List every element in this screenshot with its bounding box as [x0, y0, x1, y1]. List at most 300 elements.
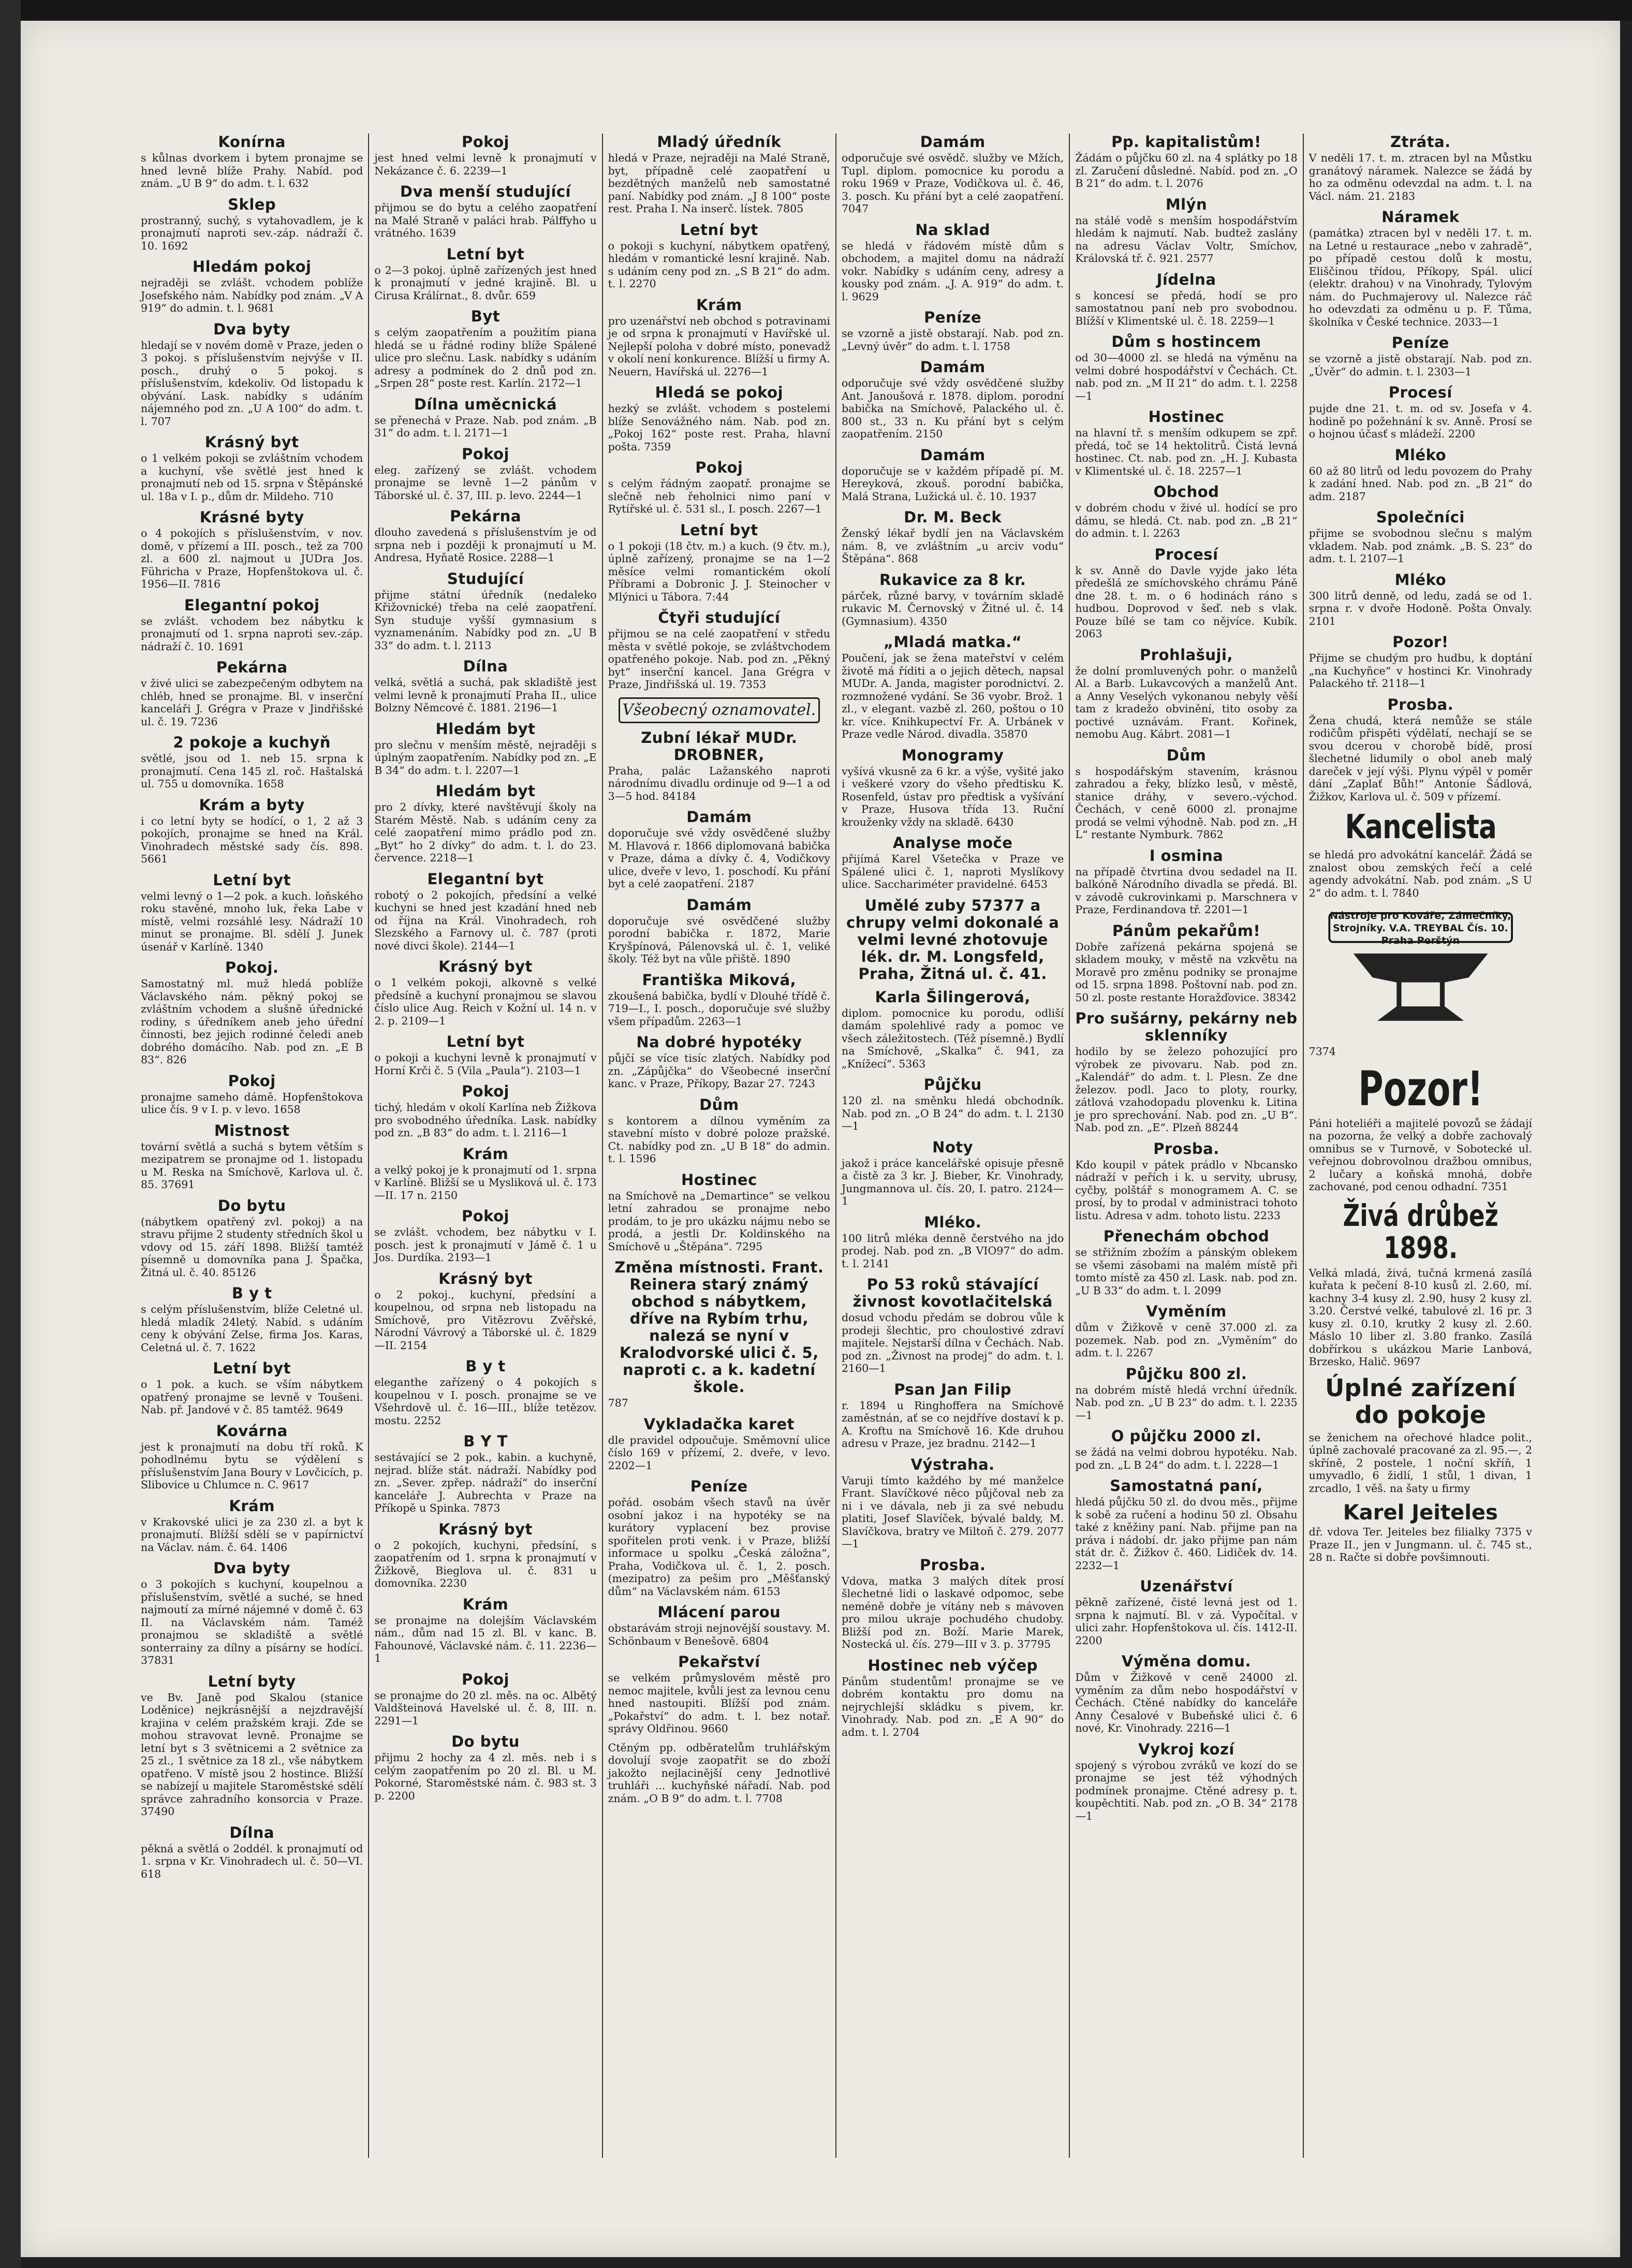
ad-text: vyšívá vkusně za 6 kr. a výše, vyšité jako i veškeré vzory do všeho předtisku K. Rosenfeld, ústav pro předtisk a vyšívání v Praze, Husova třída 13. Ruční krouženky vždy na skladě. 6430 [842, 765, 1064, 828]
ad-heading: Krásný byt [438, 1269, 533, 1287]
ad-heading: Prosba. [1387, 695, 1454, 713]
classified-ad [608, 809, 830, 890]
classified-ad [1075, 747, 1297, 841]
ad-heading: Damám [920, 134, 986, 151]
ad-heading: Hledám byt [435, 720, 536, 738]
ad-heading: O půjčku 2000 zl. [1111, 1427, 1262, 1445]
classified-ad [1075, 1366, 1297, 1422]
ad-heading: Karla Šilingerová, [875, 988, 1031, 1006]
ad-heading: Přenechám obchod [1103, 1227, 1270, 1245]
ad-heading: Náramek [1381, 208, 1460, 226]
ad-text: hledá v Praze, nejraději na Malé Straně, byt, případně celé zaopatření u bezdětných manželů neb samostatné paní. Nabídky pod znám. „J 8 100“ poste rest. Praha I. Na inserč. lístek. 7805 [608, 152, 830, 215]
ad-text: v dobrém chodu v živé ul. hodící se pro dámu, se hledá. Ct. nab. pod zn. „B 21“ do admin. t. l. 2263 [1075, 502, 1298, 539]
ad-heading: Letní byt [680, 221, 758, 239]
ad-text: přijmou se do bytu a celého zaopatření na Malé Straně v paláci hrab. Pálffyho u vrátného. 1639 [374, 201, 597, 239]
ad-heading: „Mladá matka.“ [883, 633, 1022, 651]
ad-text: Poučení, jak se žena mateřství v celém životě má říditi a o jejich dětech, napsal MUDr. A. Janda, magister porodnictví. 2. rozmnožené vydání. Se 36 vyobr. Brož. 1 zl., v elegant. vazbě zl. 260, poštou o 10 kr. více. Knihkupectví Fr. A. Urbánek v Praze vedle Národ. divadla. 35870 [842, 652, 1064, 740]
ad-text: nejraději se zvlášt. vchodem poblíže Josefského nám. Nabídky pod znám. „V A 919“ do admin. t. l. 9681 [141, 276, 363, 314]
ad-heading: Vyměním [1146, 1303, 1227, 1320]
ad-heading: Uzenářství [1140, 1577, 1233, 1595]
classified-ad [141, 134, 363, 190]
classified-ad [608, 729, 830, 803]
ad-text: s celým příslušenstvím, blíže Celetné ul. hledá mladík 24letý. Nabíd. s udáním ceny k obývání Zelse, firma Jos. Karas, Celetná ul. č. 7. 1622 [141, 1303, 363, 1354]
ad-text: o pokoji a kuchyni levně k pronajmutí v Horní Krči č. 5 (Vila „Paula“). 2103—1 [374, 1051, 597, 1077]
column-4 [836, 134, 1070, 2158]
ad-text: o 2—3 pokoj. úplně zařízených jest hned k pronajmutí v jedné krajině. Bl. u Cirusa Králírnat., 8. dvůr. 659 [374, 264, 597, 302]
ad-text: Páni hoteliéři a majitelé povozů se žádají na pozorna, že velký a dobře zachovalý omnibus se v Turnově, v Sobotecké ul. veřejnou dobrovolnou dražbou omnibus, 2 lučary a koňská mnohá, dobře zachované, pod cenou odhadní. 7351 [1308, 1117, 1532, 1193]
ad-text: se žádá na velmi dobrou hypotéku. Nab. pod zn. „L B 24“ do adm. t. l. 2228—1 [1075, 1446, 1298, 1471]
column-6 [1304, 134, 1537, 2158]
column-3 [603, 134, 836, 2158]
classified-ad [1075, 647, 1297, 741]
ad-text: o 2 pokojích, kuchyni, předsíní, s zaopatřením od 1. srpna k pronajmutí v Žižkově, Bieglova ul. č. 831 u domovníka. 2230 [374, 1539, 597, 1589]
classified-ad [374, 508, 596, 564]
ad-text: světlé, jsou od 1. neb 15. srpna k pronajmutí. Cena 145 zl. roč. Haštalská ul. 755 u domovníka. 1658 [141, 752, 363, 790]
ad-heading: Společníci [1376, 508, 1465, 526]
ad-text: se pronajme do 20 zl. měs. na oc. Albětý Valdšteinová Havelské ul. č. 8, III. n. 2291—1 [374, 1689, 597, 1727]
ad-text: Žena chudá, která nemůže se stále rodičům přispěti výdělatí, nechají se se svou dcerou v chorobě bídě, prosí šlechetné lidumily o obol aneb malý dareček v její výši. Plynu výpěl v poměr dání „Zaplať Bůh!“ Antonie Šádlová, Žižkov, Karlova ul. č. 509 v přízemí. [1308, 714, 1532, 803]
column-1 [136, 134, 369, 2158]
classified-ad [1309, 1374, 1532, 1495]
ad-text: 100 litrů mléka denně čerstvého na jdo prodej. Nab. pod zn. „B VIO97“ do adm. t. l. 2141 [842, 1232, 1064, 1270]
ad-text: sestávající se 2 pok., kabin. a kuchyně, nejrad. blíže stát. nádraží. Nabídky pod zn. „Sever. zpřep. nádraží“ do inserční kanceláře J. Aubrechta v Praze na Příkopě u Spinka. 7873 [374, 1451, 597, 1514]
ad-heading: Letní byt [213, 1359, 291, 1377]
ad-text: s kůlnas dvorkem i bytem pronajme se hned levně blíže Prahy. Nabíd. pod znám. „U B 9“ do adm. t. l. 632 [141, 152, 363, 189]
ad-heading: Pozor! [1392, 633, 1449, 651]
classified-ad [374, 446, 596, 502]
ad-heading: Kovárna [216, 1422, 288, 1440]
display-headline: Pozor! [1358, 1061, 1483, 1117]
ad-heading: Mléko [1394, 570, 1447, 589]
ad-text: Vdova, matka 3 malých dítek prosí šlechetné lidi o laskavé odpomoc, sebe neméně dobře je vítány neb s mávoven pro milou ukraje pochudého chudoby. Bližší pod zn. Boží. Marie Marek, Nostecká ul. čís. 279—III v 3. p. 37795 [842, 1574, 1064, 1650]
ad-heading: Studující [447, 569, 524, 588]
ad-text: pronajme sameho dámě. Hopfenštokova ulice čís. 9 v I. p. v levo. 1658 [141, 1090, 363, 1116]
ad-text: a velký pokoj je k pronajmutí od 1. srpna v Karlíně. Bližší se u Mysliková ul. č. 173—II. 17 n. 2150 [374, 1163, 597, 1202]
ad-heading: Na dobré hypotéky [636, 1033, 802, 1051]
tool-ad-text: Nástroje pro Kováře, Zámečníky, Strojníky. V.A. TREYBAL Čís. 10. Praha Perštýn [1330, 910, 1511, 946]
ad-heading: Pokoj [461, 1207, 510, 1225]
classified-ad [141, 258, 363, 315]
classified-ad [842, 1657, 1064, 1739]
ad-text: doporučuje své osvědčené služby porodní babička r. 1872, Marie Kryšpínová, Pálenovská ul. č. 1, veliké školy. Též byt na vůle přiště. 1890 [608, 914, 830, 965]
ad-heading: Monogramy [901, 746, 1004, 764]
scan-left-edge [0, 0, 21, 2268]
ad-heading: Damám [920, 446, 986, 464]
ad-heading: Hledá se pokoj [655, 384, 784, 401]
ad-text: Velká mladá, živá, tučná krmená zasílá kuřata k pečení 8-10 kusů zl. 2.60, mí. kachny 3-4 kusy zl. 2.90, husy 2 kusy zl. 3.20. Čerstvé velké, tabulové zl. 16 pr. 3 kusy zl. 0.10, krutky 2 kusy zl. 2.60. Máslo 10 liber zl. 3.80 franko. Zasílá dobřírkou s ukázkou Marie Lanbová, Brzesko, Halič. 9697 [1308, 1266, 1532, 1368]
classified-ad [141, 509, 363, 591]
ad-text: se vzorně a jistě obstarají. Nab. pod zn. „Úvěr“ do admin. t. l. 2303—1 [1308, 353, 1532, 378]
ad-heading: Krám a byty [199, 796, 305, 814]
ad-heading: Krásné byty [199, 508, 304, 526]
ad-heading: Letní byty [208, 1672, 296, 1690]
ad-heading: Byt [471, 308, 501, 325]
ad-heading: Mistnost [214, 1121, 290, 1139]
ad-heading: Čtyři studující [658, 609, 781, 626]
ad-text: o 1 velkém pokoji, alkovně s velké předsíně a kuchyní pronajmou se slavou číslo ulice Aug. Reich v Kožní ul. 14 n. v 2. p. 2109—1 [374, 976, 597, 1027]
ad-heading: Pokoj. [225, 959, 279, 976]
classified-ad [1075, 196, 1297, 265]
classified-ad [1309, 509, 1532, 565]
ad-text: Dobře zařízená pekárna spojená se skladem mouky, v městě na vzkvětu na Moravě pro změnu podniky se pronajme od 15. srpna 1898. Poštovní nab. pod zn. 50 zl. poste restante Horažďovice. 38342 [1075, 940, 1298, 1004]
ad-text: Samostatný ml. muž hledá poblíže Václavského nám. pěkný pokoj se zvláštním vchodem a slušně úřednické rodiny, s úředníkem aneb jeho úřední činnosti, bez jejich rodinné čeledi aneb dobrého domácího. Nab. pod zn. „E B 83“. 826 [141, 977, 363, 1066]
classified-ad [1075, 923, 1297, 1004]
classified-ad [141, 797, 363, 866]
ad-heading: Krásný byt [438, 1520, 533, 1538]
ad-text: pro 2 dívky, které navštěvují školy na Starém Městě. Nab. s udáním ceny za celé zaopatření mimo prádlo pod zn. „Byt“ ho 2 dívky“ do adm. t. l. do 23. července. 2218—1 [374, 801, 597, 864]
ad-heading: Jídelna [1156, 270, 1216, 288]
ad-heading: Dům [1166, 746, 1207, 764]
classified-ad [141, 1197, 363, 1279]
ad-text: (nábytkem opatřený zvl. pokoj) a na stravu přijme 2 studenty středních škol u vdovy od 15. září 1898. Bližší tamtéž písemně u domovníka pana J. Špačka, Žitná ul. č. 40. 85126 [141, 1215, 363, 1279]
ad-text: diplom. pomocnice ku porodu, odliší damám spolehlivé rady a pomoc ve všech záležitostech. (Též písemně.) Bydlí na Smíchově, „Skalka“ č. 941, za „Knížecí“. 5363 [842, 1006, 1064, 1070]
ad-text: V neděli 17. t. m. ztracen byl na Můstku granátový náramek. Nalezce se žádá by ho za odměnu odevzdal na adm. t. l. na Václ. nám. 21. 2183 [1308, 152, 1532, 202]
classified-ad [141, 1360, 363, 1416]
classified-ad [842, 1076, 1064, 1133]
classified-ad [1308, 1061, 1532, 1193]
classified-ad [1075, 408, 1297, 477]
classified-ad [374, 246, 596, 302]
ad-text: v Krakovské ulici je za 230 zl. a byt k pronajmutí. Blížší sdělí se v papírnictví na Václav. nám. č. 64. 1406 [141, 1515, 363, 1554]
classified-ad [1075, 1653, 1297, 1735]
ad-heading: Hostinec [681, 1170, 757, 1189]
ad-heading: 2 pokoje a kuchyň [173, 734, 331, 751]
ad-heading: Hledám pokoj [192, 258, 312, 275]
classified-ad [1309, 634, 1532, 690]
classified-ad [608, 1478, 830, 1598]
ad-text: Kdo koupil v pátek prádlo v Nbcansko nádraží v peřích i k. u servity, ubrusy, cyčby, polštář s monogramem A. C. se prosí, by to prodal v administraci tohoto listu. Adresa v adm. tohoto listu. 2233 [1075, 1158, 1298, 1222]
ad-text: jest k pronajmutí na dobu tří roků. K pohodlnému bytu se výdělení s příslušenstvím Jana Boury v Lovčicích, p. Slibovice u Chlumce n. C. 9617 [141, 1440, 363, 1491]
ad-text: hodilo by se železo pohozující pro výrobek ze pivovaru. Nab. pod zn. „Kalendář“ do adm. t. l. Plesn. Ze dne železov. podl. Jaco to ploty, rourky, zátlová vzahodopadu plovenku k. Litina je pro sprechování. Nab. pod zn. „U B“. Nab. pod zn. „E“. Plzeň 88244 [1075, 1045, 1298, 1134]
classified-ad [1309, 905, 1532, 1058]
ad-text: Pánům studentům! pronajme se ve dobrém kontaktu pro domu na nejrychlejší skládku s pivem, kr. Vinohrady. Nab. pod zn. „E A 90“ do adm. t. l. 2704 [842, 1675, 1064, 1738]
ad-text: přijímá Karel Všetečka v Praze ve Spálené ulici č. 1, naproti Myslíkovy ulice. Sacchariméter pravidelné. 6453 [842, 853, 1064, 890]
classified-ad [608, 522, 830, 604]
ad-text: Praha, palác Lažanského naproti národnímu divadlu ordinuje od 9—1 a od 3—5 hod. 84184 [608, 764, 830, 802]
classified-ad [374, 1270, 596, 1352]
ad-text: o 1 velkém pokoji se zvláštním vchodem a kuchyní, vše světlé jest hned k pronajmutí neb od 15. srpna v Štěpánské ul. 18a v I. p., dům dr. Mildeho. 710 [141, 452, 363, 503]
ad-text: i co letní byty se hodící, o 1, 2 až 3 pokojích, pronajme se hned na Král. Vinohradech městské sady čís. 898. 5661 [141, 814, 363, 865]
ad-heading: Po 53 roků stávající živnost kovotlačitelská [852, 1276, 1053, 1310]
classified-ad [374, 1521, 596, 1590]
classified-ad [141, 1122, 363, 1191]
ad-text: hledají se v novém domě v Praze, jeden o 3 pokoj. s příslušenstvím nejvýše v II. posch., druhý o 5 pokoj. s příslušenstvím, kdekoliv. Od listopadu k obývání. Lask. nabídky s udáním nájemného pod zn. „U A 100“ do adm. t. l. 707 [141, 339, 363, 428]
classified-ad [374, 1146, 596, 1202]
ad-text: s celým řádným zaopatř. pronajme se slečně neb řeholnici nimo paní v Rytířské ul. č. 531 sl., I. posch. 2267—1 [608, 477, 830, 515]
ad-text: Ženský lékař bydlí jen na Václavském nám. 8, ve zvláštním „u arciv vodu“ Štěpána“. 868 [842, 527, 1064, 565]
scan-top-edge [0, 0, 1632, 21]
classified-ad [1075, 1010, 1297, 1134]
classified-ad [1309, 1199, 1532, 1368]
classified-ad [141, 597, 363, 653]
ad-heading: Pokoj [461, 1082, 510, 1100]
classified-ad [608, 1416, 830, 1472]
classified-ad [842, 634, 1064, 741]
ad-text: hledá půjčku 50 zl. do dvou měs., přijme k sobě za ručení a hodinu 50 zl. Obsahu také z kněžiny paní. Nab. přijme pan na práva i nádobí. dr. jako přijme pan nám stát dr. č. Žižkov č. 460. Lidiček dv. 14. 2232—1 [1075, 1496, 1298, 1572]
ad-heading: Peníze [924, 309, 982, 326]
ad-text: o 3 pokojích s kuchyní, koupelnou a příslušenstvím, světlé a suché, se hned najmoutí za mírné nájemné v domě č. 63 II. na Václavském nám. Taméž pronajmou se skladiště a světlé sonterrainy za dílny a písárny se hodící. 37831 [141, 1578, 363, 1666]
classified-ad [374, 871, 596, 953]
classified-ad [141, 196, 363, 253]
display-headline: Kancelista [1345, 808, 1496, 846]
classified-ad [374, 721, 596, 777]
ad-text: (památka) ztracen byl v neděli 17. t. m. na Letné u restaurace „nebo v zahradě“, po případě cestou dolů k mostu, Eliščinou třídou, Příkopy, Spál. ulicí (elektr. drahou) v na Vinohrady, Tylovým nám. do Puchmajerovy ul. Nalezce ráč ho odevzdati za odměnu u p. F. Tůma, školníka v České technice. 2033—1 [1308, 227, 1532, 328]
ad-heading: Letní byt [680, 521, 758, 539]
classified-ad [1309, 809, 1532, 899]
ad-text: 120 zl. na směnku hledá obchodník. Nab. pod zn. „O B 24“ do adm. t. l. 2130—1 [842, 1094, 1064, 1132]
classified-ad [141, 1824, 363, 1881]
ad-text: se velkém průmyslovém městě pro nemoc majitele, kvůli jest za levnou cenu hned nastoupiti. Blížší pod znám. „Pokařství“ do adm. t. l. bez notař. správy Oldřinou. 9660 [608, 1672, 830, 1735]
ad-text: se střižním zbožím a pánským oblekem se všemi zásobami na malém místě při tomto místě za 450 zl. Lask. nab. pod zn. „U B 33“ do adm. t. l. 2099 [1075, 1246, 1298, 1297]
ad-text: se zvlášt. vchodem, bez nábytku v I. posch. jest k pronajmutí v Jámě č. 1 u Jos. Durdíka. 2193—1 [374, 1226, 597, 1264]
ad-heading: Dva byty [213, 320, 291, 338]
ad-heading: B Y T [463, 1432, 508, 1450]
ad-text: odporučuje své vždy osvědčené služby Ant. Janoušová r. 1878. diplom. porodní babička na Smíchově, Palackého ul. č. 800 st., 33 n. Ku přání byt s celým zaopatřením. 2150 [842, 377, 1064, 440]
classified-ad [141, 872, 363, 954]
classified-ad [842, 835, 1064, 891]
ad-text: Žádám o půjčku 60 zl. na 4 splátky po 18 zl. Zaručení důsledné. Nabíd. pod zn. „O B 21“ do adm. t. l. 2076 [1075, 152, 1298, 189]
classified-ad [608, 1034, 830, 1090]
ad-heading: Mléko [1394, 446, 1447, 464]
ad-heading: Letní byt [446, 1033, 525, 1050]
ad-heading: Krám [462, 1595, 509, 1613]
ad-heading: Noty [932, 1138, 974, 1156]
classified-ad [608, 1742, 830, 1805]
classified-ad [842, 447, 1064, 503]
ad-heading: Peníze [1391, 334, 1449, 352]
ad-heading: Krám [462, 1145, 509, 1163]
classified-ad [842, 989, 1064, 1071]
classified-ad [1309, 134, 1532, 202]
ad-heading: Analyse moče [892, 834, 1013, 852]
ad-heading: Pokoj [461, 134, 510, 151]
ad-heading: Pekárna [450, 507, 521, 525]
ad-heading: Krásný byt [438, 958, 533, 975]
ad-text: dosud vchodu předám se dobrou vůle k prodeji šlechtic, pro choulostivé zdraví majitele. Nejstarší dílna v Čechách. Nab. pod zn. „Živnost na prodej“ do adm. t. l. 2160—1 [842, 1311, 1064, 1374]
ad-text: spojený s výrobou zvráků ve kozí do se pronajme se jest též výhodných podmínek pronajme. Ctěné adresy p. t. koupěchtiti. Nab. pod zn. „O B. 34“ 2178—1 [1075, 1759, 1298, 1822]
ad-text: dům v Žižkově v ceně 37.000 zl. za pozemek. Nab. pod zn. „Vyměním“ do adm. t. l. 2267 [1075, 1321, 1298, 1359]
ad-text: s hospodářským stavením, krásnou zahradou a řeky, blízko lesů, v městě, stanice dráhy, v severo.-východ. Čechách, v ceně 6000 zl. pronajme prodá se velmi výhodně. Nab. pod zn. „H L“ restante Nymburk. 7862 [1075, 765, 1298, 841]
ad-text: přijme se svobodnou slečnu s malým vkladem. Nab. pod známk. „B. S. 23“ do adm. t. l. 2107—1 [1308, 527, 1532, 565]
ad-text: eleganthe zařízený o 4 pokojích s koupelnou v I. posch. pronajme se ve Všehrdově ul. č. 16—III., blíže tetězov. mostu. 2252 [374, 1376, 597, 1427]
ad-text: pořád. osobám všech stavů na úvěr osobní jakoz i na hypotéky se na kurátory vyplacení bez provise spořitelen proti venk. i v Praze, bližší informace u spolku „Česká záložna“, Praha, Vodičkova ul. č. 1, 2. posch. (mezipatro) za pešim pro „Měšťanský dům“ na Václavském nám. 6153 [608, 1496, 830, 1598]
classified-ad [608, 972, 830, 1028]
classified-ad [1309, 209, 1532, 328]
ad-text: pěkná a světlá o 2oddél. k pronajmutí od 1. srpna v Kr. Vinohradech ul. č. 50—VI. 618 [141, 1842, 363, 1880]
ad-text: pro slečnu v menším městě, nejraději s úplným zaopatřením. Nabídky pod zn. „E B 34“ do adm. t. l. 2207—1 [374, 738, 597, 777]
classified-ad [842, 1381, 1064, 1450]
ad-heading: Krám [696, 296, 742, 314]
ad-text: k sv. Anně do Davle vyjde jako léta předešlá ze smíchovského chrámu Páně dne 28. t. m. o 6 hodinách ráno s hudbou. Doprovod v šeď. neb s vlak. Pouze bílé se tam co nějvíce. Kubík. 2063 [1075, 564, 1298, 640]
classified-ad [141, 1423, 363, 1491]
classified-ad [842, 359, 1064, 441]
ad-text: na stálé vodě s menším hospodářstvím hledám k najmutí. Nab. budtež zaslány na adresu Václav Voltr, Smíchov, Královská tř. č. 921. 2577 [1075, 214, 1298, 265]
classified-ad [1309, 572, 1532, 628]
classified-ad [1075, 1477, 1297, 1572]
ad-heading: Krásný byt [204, 433, 299, 451]
ad-heading: Umělé zuby 57377 a chrupy velmi dokonalé a velmi levné zhotovuje lék. dr. M. Longsfeld, Praha, Žitná ul. č. 41. [846, 896, 1060, 983]
ad-text: r. 1894 u Ringhoffera na Smíchově zaměstnán, ať se co nejdříve dostaví k p. A. Kroftu na Smíchově 16. Kde druhou adresu v Praze, jez bradnu. 2142—1 [842, 1399, 1064, 1450]
classified-ad [141, 434, 363, 503]
classified-ad [842, 134, 1064, 215]
classified-ad [1075, 134, 1297, 190]
classified-ad [141, 1673, 363, 1818]
ad-heading: Do bytu [217, 1196, 286, 1215]
classified-ad [608, 297, 830, 378]
classified-ad [608, 897, 830, 965]
ad-heading: B y t [231, 1284, 272, 1302]
ad-heading: Hostinec [1148, 408, 1225, 426]
ad-text: přijmou se na celé zaopatření v středu města v světlé pokoje, se zvláštvchodem opatřeného pokoje. Nab. pod zn. „Pěkný byt“ inserční kancel. Jana Grégra v Praze, Jindřišská ul. 19. 7353 [608, 627, 830, 691]
classified-ad [1309, 447, 1532, 503]
column-5 [1070, 134, 1303, 2158]
firm-name: Karel Jeiteles [1343, 1501, 1498, 1525]
classified-ad [608, 222, 830, 290]
ad-heading: Rukavice za 8 kr. [879, 570, 1026, 589]
ad-heading: Damám [686, 808, 752, 826]
ad-text: přijmu 2 hochy za 4 zl. měs. neb i s celým zaopatřením po 20 zl. Bl. u M. Pokorné, Staroměstské nám. č. 983 st. 3 p. 2200 [374, 1751, 597, 1802]
ad-heading: I osmina [1149, 846, 1224, 865]
ad-heading: Damám [920, 358, 986, 376]
ad-text: 7374 [1308, 1045, 1336, 1058]
ad-heading: Změna místnosti. Frant. Reinera starý známý obchod s nábytkem, dříve na Rybím trhu, nalezá se nyní v Kralodvorské ulici č. 5, naproti c. a k. kadetní škole. [614, 1259, 824, 1396]
classified-ad [374, 308, 596, 390]
classified-ad [1075, 1303, 1297, 1359]
ad-heading: Do bytu [451, 1733, 520, 1750]
classified-ad [1075, 546, 1297, 640]
ad-text: se vzorně a jistě obstarají. Nab. pod zn. „Levný úvěr“ do adm. t. l. 1758 [842, 327, 1064, 353]
ad-heading: Mlýn [1165, 195, 1208, 213]
ad-heading: B y t [465, 1357, 506, 1375]
ad-text: Ctěným pp. odběratelům truhlářským dovolují svoje zaopatřit se do zboží jakožto nejlacinější ceny Jednotlivé truhláři ... kuchyňské nářadí. Nab. pod znám. „O B 9“ do adm. t. l. 7708 [608, 1741, 830, 1805]
ad-text: na případě čtvrtina dvou sedadel na II. balkóně Národního divadla se předá. Bl. v závodě cukrovinkami p. Marschnera v Praze, Ferdinandova tř. 2201—1 [1075, 865, 1298, 916]
ad-text: robotý o 2 pokojích, předsíní a velké kuchyni se hned jest kzadání hned neb od října na Král. Vinohradech, roh Slezského a Farnovy ul. č. 787 (proti nové divci škole). 2144—1 [374, 888, 597, 952]
ad-text: na Smíchově na „Demartince“ se velkou letní zahradou se pronajme nebo prodám, to je pro ukázku nájmu nebo se prodá, a jestli Dr. Koldinského na Smíchově u „Štěpána“. 7295 [608, 1189, 830, 1253]
classified-ad [1075, 484, 1297, 540]
ad-text: Dům v Žižkově v ceně 24000 zl. vyměním za dům nebo hospodářství v Čechách. Ctěné nabídky do kanceláře Anny Česalové v Bubeňské ulici č. 6 nové, Kr. Vinohrady. 2216—1 [1075, 1671, 1298, 1734]
ad-text: eleg. zařízený se zvlášt. vchodem pronajme se levně 1—2 pánům v Táborské ul. č. 37, III. p. levo. 2244—1 [374, 463, 597, 502]
ad-text: dř. vdova Ter. Jeiteles bez filialky 7375 v Praze II., jen v Jungmann. ul. č. 745 st., 28 n. Račte si dobře povšimnouti. [1308, 1526, 1532, 1563]
classified-ad [842, 1557, 1064, 1651]
classified-ad [842, 1139, 1064, 1208]
ad-text: se pronajme na dolejším Václavském nám., dům nad 15 zl. Bl. v kanc. B. Fahounové, Václavské nám. č. 11. 2236—1 [374, 1614, 597, 1664]
classified-ad [1309, 334, 1532, 378]
ad-heading: Půjčku 800 zl. [1125, 1365, 1247, 1383]
classified-ad [374, 1083, 596, 1139]
ad-heading: Pekárna [216, 659, 288, 676]
classified-ad [374, 134, 596, 177]
ad-text: prostranný, suchý, s vytahovadlem, je k pronajmutí naproti sev.-záp. nádraží č. 10. 1692 [141, 214, 363, 252]
ad-text: o 1 pok. a kuch. se vším nábytkem opatřený pronajme se levně v Toušeni. Nab. př. Jandové v č. 85 tamtéž. 9649 [141, 1378, 363, 1416]
ad-heading: Dílna [463, 657, 508, 675]
ad-heading: Peníze [690, 1477, 748, 1495]
ad-heading: Hledám byt [435, 782, 536, 800]
classified-ad [608, 1259, 830, 1410]
classified-ad [608, 1604, 830, 1647]
classified-ad [842, 1456, 1064, 1550]
classified-columns [136, 134, 1537, 2158]
ad-heading: Samostatná paní, [1110, 1477, 1263, 1495]
ad-text: že dolní promluvených pohr. o manželů Al. a Barb. Lukavcových a manželů Ant. a Anny Veselých vykonanou nebyly věší tam z kradežo obvinění, tito osoby za poctivé uznávám. Frant. Kořinek, nemobu Aug. Kábrt. 2081—1 [1075, 664, 1298, 740]
classified-ad [141, 321, 363, 428]
classified-ad [374, 958, 596, 1027]
classified-ad [608, 697, 830, 723]
classified-ad [1309, 384, 1532, 441]
classified-ad [141, 734, 363, 791]
ad-heading: Dům s hostincem [1111, 333, 1261, 350]
ad-heading: Pokoj [228, 1072, 276, 1090]
ad-text: o 4 pokojích s příslušenstvím, v nov. domě, v přízemí a III. posch., tež za 700 zl. a 600 zl. najmout u JUDra Jos. Führicha v Praze, Hopfenštokova ul. č. 1956—II. 7816 [141, 527, 363, 590]
ad-text: od 30—4000 zl. se hledá na výměnu na velmi dobré hospodářství v Čechách. Ct. nab. pod zn. „M II 21“ do adm. t. l. 2258—1 [1075, 352, 1298, 402]
ad-heading: Dva byty [213, 1559, 291, 1577]
ad-heading: Vykroj kozí [1138, 1740, 1234, 1758]
ad-heading: Psan Jan Filip [894, 1380, 1012, 1398]
ad-heading: Dva menší studující [400, 183, 571, 200]
classified-ad [141, 1498, 363, 1554]
ad-heading: Konírna [218, 134, 286, 151]
ad-text: na dobrém místě hledá vrchní úředník. Nab. pod zn. „U B 23“ do adm. t. l. 2235—1 [1075, 1383, 1298, 1422]
ad-text: velká, světlá a suchá, pak skladiště jest velmi levně k pronajmutí Praha II., ulice Bolzny Němcové č. 1881. 2196—1 [374, 676, 597, 714]
classified-ad [1075, 1741, 1297, 1823]
ad-text: tichý, hledám v okolí Karlína neb Žižkova pro svobodného úředníka. Lask. nabídky pod zn. „B 83“ do adm. t. l. 2116—1 [374, 1101, 597, 1139]
ad-heading: Pp. kapitalistům! [1111, 134, 1261, 151]
classified-ad [374, 1733, 596, 1802]
column-2 [369, 134, 602, 2158]
classified-ad [842, 747, 1064, 829]
ad-heading: Letní byt [213, 871, 291, 889]
ad-text: přijme státní úředník (nedaleko Křižovnické) třeba na celé zaopatření. Syn studuje vyšší gymnasium s vyznamenáním. Nabídky pod zn. „U B 33“ do adm. t. l. 2113 [374, 588, 597, 652]
ad-heading: Pokoj [461, 1670, 510, 1688]
ad-text: doporučuje své vždy osvědčené služby M. Hlavová r. 1866 diplomovaná babička v Praze, dáma a dívky č. 4, Vodičkovy ulice, dveře v levo, 1. poschodí. Ku přání byt a celé zaopatření. 2187 [608, 827, 830, 890]
ad-text: hezký se zvlášt. vchodem s postelemi blíže Senovážného nám. Nab. pod zn. „Pokoj 162“ poste rest. Praha, hlavní pošta. 7359 [608, 402, 830, 453]
classified-ad [608, 1172, 830, 1253]
ad-heading: Damám [686, 896, 752, 914]
ad-text: pěkně zařízené, čisté levná jest od 1. srpna k najmutí. Bl. v zá. Vypočítal. v ulici zahr. Hopfenštokova ul. čís. 1412-II. 2200 [1075, 1596, 1298, 1647]
ad-text: jest hned velmi levně k pronajmutí v Nekázance č. 6. 2239—1 [374, 152, 597, 177]
ad-heading: Vykladačka karet [643, 1415, 795, 1433]
ad-text: o 2 pokoj., kuchyní, předsíní a koupelnou, od srpna neb listopadu na Smíchově, pro Vitězrovu Zvěřské, Národní Vávrový a Táborské ul. č. 1829—II. 2154 [374, 1288, 597, 1352]
ad-text: na hlavní tř. s menším odkupem se zpř. předá, toč se 14 hektolitrů. Čistá levná hostinec. Ct. nab. pod zn. „H. J. Kubasta v Klimentské ul. č. 18. 2257—1 [1075, 427, 1298, 477]
classified-ad [842, 1214, 1064, 1270]
ad-text: s celým zaopatřením a použitím piana hledá se u řádné rodiny blíže Spálené ulice pro slečnu. Lask. nabídky s udáním adresy a podmínek do 2 dnů pod zn. „Srpen 28“ poste rest. Karlín. 2172—1 [374, 326, 597, 389]
ad-heading: Elegantní pokoj [184, 596, 320, 614]
classified-ad [842, 572, 1064, 628]
ad-heading: Mléko. [924, 1213, 982, 1231]
ad-heading: Výměna domu. [1121, 1652, 1252, 1670]
ad-text: doporučuje se v každém případě pí. M. Hereyková, zkouš. porodní babička, Malá Strana, Lužická ul. č. 10. 1937 [842, 464, 1064, 503]
classified-ad [374, 183, 596, 240]
classified-ad [608, 1654, 830, 1735]
ad-heading: Pokoj [461, 445, 510, 463]
ad-text: se přenechá v Praze. Nab. pod znám. „B 31“ do adm. t. l. 2171—1 [374, 414, 597, 439]
ad-heading: Prohlašuji, [1140, 646, 1233, 664]
ad-text: v živé ulici se zabezpečeným odbytem na chléb, hned se pronajme. Bl. v inserční kanceláři J. Grégra v Praze v Jindřišské ul. č. 19. 7236 [141, 677, 363, 728]
classified-ad [842, 897, 1064, 983]
ad-text: se hledá v řádovém místě dům s obchodem, a majitel domu na nádraží vokr. Nabídky s udáním ceny, adresy a kousky pod znám. „J. A. 919“ do adm. t. l. 9629 [842, 239, 1064, 303]
ad-text: tovární světlá a suchá s bytem větším s mezipatrem se pronajme od 1. listopadu u M. Reska na Smíchově, Karlova ul. č. 85. 37691 [141, 1140, 363, 1191]
ad-text: párček, různé barvy, v továrním skladě rukavic M. Černovský v Žitné ul. č. 14 (Gymnasium). 4350 [842, 589, 1064, 627]
classified-ad [608, 609, 830, 691]
classified-ad [842, 509, 1064, 565]
classified-ad [374, 783, 596, 865]
classified-ad [374, 1596, 596, 1665]
ad-heading: Procesí [1154, 545, 1218, 563]
ad-text: Přijme se chudým pro hudbu, k doptání „na Kuchyňce“ v hostinci Kr. Vinohrady Palackého tř. 2118—1 [1308, 652, 1532, 690]
classified-ad [374, 1358, 596, 1427]
ad-text: pro uzenářství neb obchod s potravinami je od srpna k pronajmutí v Havířské ul. Nejlepší poloha v dobré místo, ponevadž v okolí není konkurence. Blížší u firmy A. Neuern, Havířská ul. 2276—1 [608, 314, 830, 378]
classified-ad [1075, 333, 1297, 402]
classified-ad [1075, 1228, 1297, 1297]
